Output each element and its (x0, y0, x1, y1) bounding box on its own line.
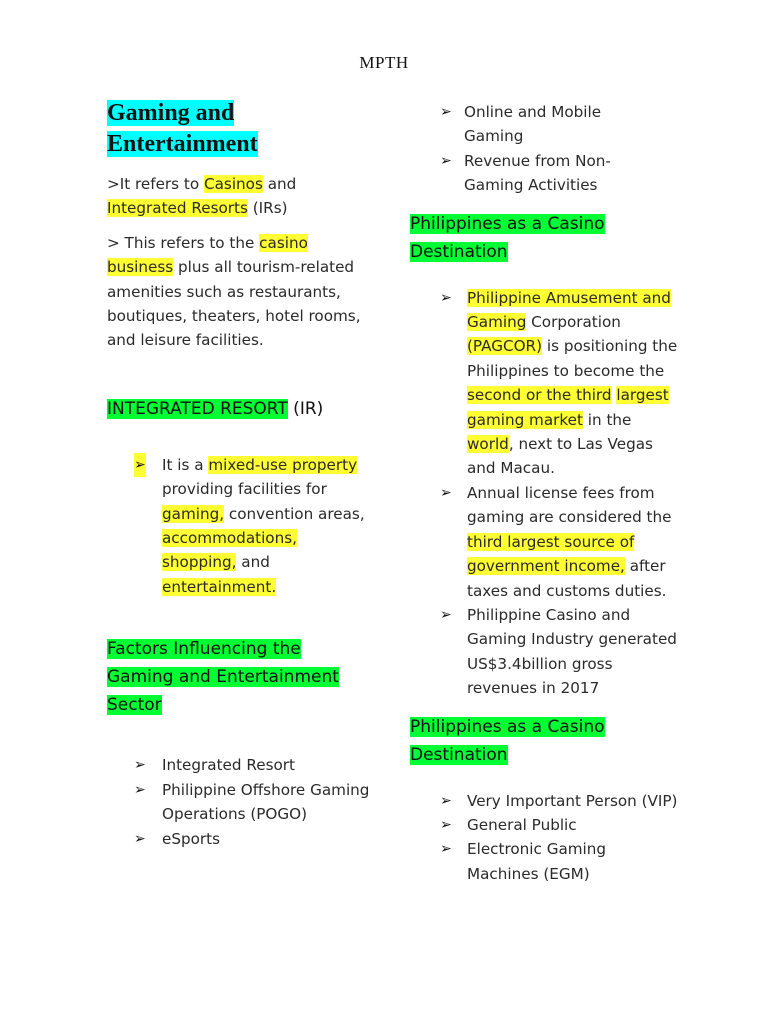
casino-destination-heading-1: Philippines as a Casino Destination (410, 213, 605, 262)
list-item: ➢ General Public (410, 813, 680, 837)
list-item: ➢ eSports (134, 827, 372, 851)
section-title (107, 98, 372, 160)
definition-paragraph-1: >It refers to Casinos and Integrated Resorts (IRs) (107, 175, 297, 218)
destination-list-2 (410, 789, 680, 887)
factors-heading: Factors Influencing the Gaming and Entertainment Sector (107, 639, 339, 716)
title-line-2: Entertainment (107, 131, 258, 157)
list-item: ➢ Very Important Person (VIP) (410, 789, 680, 813)
list-item: ➢ Philippine Amusement and Gaming Corporation (PAGCOR) is positioning the Philippines to become the second or the third largest gaming market in the world, next to Las Vegas and Macau. (410, 286, 680, 481)
list-item: ➢ Annual license fees from gaming are considered the third largest source of government income, after taxes and customs duties. (410, 481, 680, 603)
list-item: ➢ Electronic Gaming Machines (EGM) (410, 837, 680, 886)
arrow-bullet-icon: ➢ (440, 484, 452, 501)
arrow-bullet-icon: ➢ (134, 830, 146, 847)
arrow-bullet-icon: ➢ (134, 757, 146, 774)
arrow-bullet-icon: ➢ (440, 152, 452, 169)
arrow-bullet-icon: ➢ (134, 453, 146, 477)
arrow-bullet-icon: ➢ (134, 781, 146, 798)
arrow-bullet-icon: ➢ (440, 816, 452, 833)
list-item: ➢ Philippine Offshore Gaming Operations (POGO) (134, 778, 372, 827)
arrow-bullet-icon: ➢ (440, 792, 452, 809)
factors-list (134, 753, 372, 851)
arrow-bullet-icon: ➢ (440, 289, 452, 306)
arrow-bullet-icon: ➢ (440, 104, 452, 120)
highlight-business: business (107, 258, 174, 277)
list-item: ➢ Revenue from Non-Gaming Activities (410, 149, 630, 198)
title-line-1: Gaming and (107, 100, 235, 126)
top-list (410, 100, 630, 198)
list-item: ➢ Philippine Casino and Gaming Industry generated US$3.4billion gross revenues in 2017 (410, 603, 680, 701)
arrow-bullet-icon: ➢ (440, 841, 452, 858)
right-column (410, 100, 680, 886)
list-item: ➢ Online and Mobile Gaming (410, 100, 630, 149)
page-header: MPTH (359, 53, 409, 72)
definition-paragraph-2: > This refers to the casino business plus all tourism-related amenities such as restaurants, boutiques, theaters, hotel rooms, and leisure facilities. (107, 233, 361, 350)
highlight-integrated-resorts: Integrated Resorts (107, 199, 248, 218)
destination-list-1 (410, 286, 680, 701)
highlight-casino: casino (259, 233, 308, 252)
ir-definition-list (134, 453, 372, 599)
arrow-bullet-icon: ➢ (440, 606, 452, 623)
left-column (107, 98, 372, 851)
list-item: ➢ It is a mixed-use property providing facilities for gaming, convention areas, accommodations, shopping, and entertainment. (134, 453, 372, 599)
highlight-casinos: Casinos (204, 175, 263, 193)
integrated-resort-heading: INTEGRATED RESORT (IR) (107, 398, 324, 419)
casino-destination-heading-2: Philippines as a Casino Destination (410, 716, 605, 765)
list-item: ➢ Integrated Resort (134, 753, 372, 777)
